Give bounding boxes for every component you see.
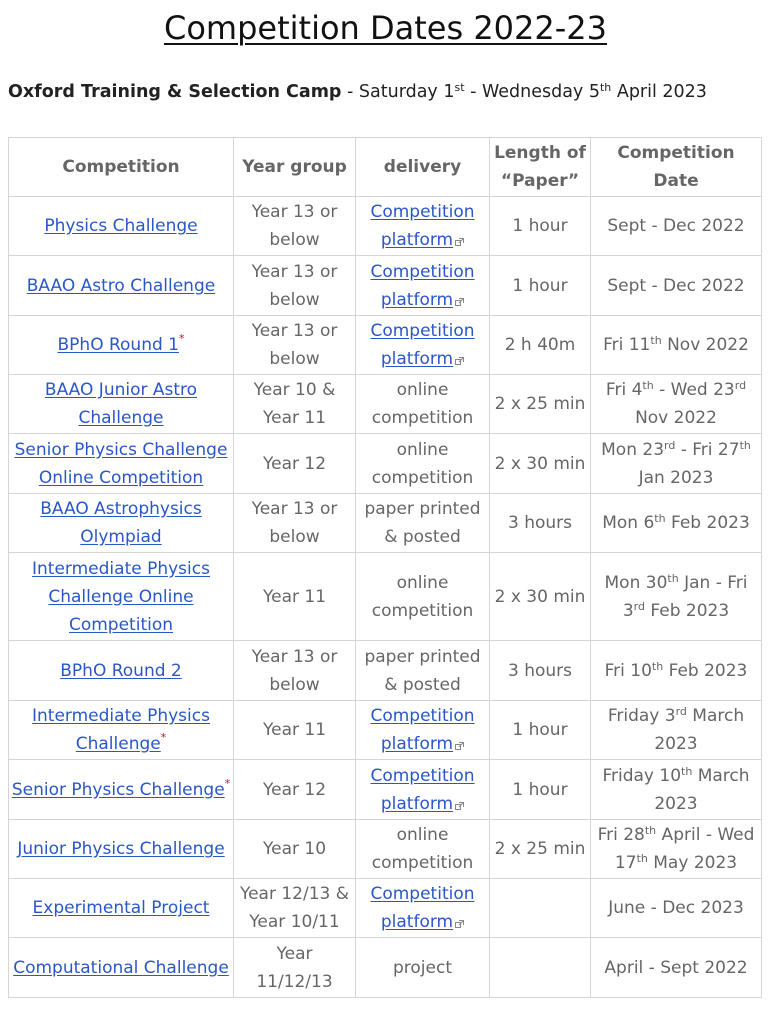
length-cell: 2 h 40m [490, 316, 591, 375]
competition-platform-link[interactable]: Competition platform [370, 202, 475, 250]
table-row [9, 760, 762, 820]
required-star-icon: * [224, 776, 231, 790]
delivery-cell: project [356, 938, 490, 998]
year-group-cell: Year 13 or below [234, 494, 356, 553]
header-year-group: Year group [234, 138, 356, 197]
table-row [9, 434, 762, 494]
length-cell: 2 x 25 min [490, 375, 591, 434]
year-group-cell: Year 13 or below [234, 197, 356, 256]
competition-cell [9, 820, 234, 879]
header-competition: Competition [9, 138, 234, 197]
length-cell: 1 hour [490, 197, 591, 256]
competition-cell [9, 316, 234, 375]
delivery-cell [356, 197, 490, 256]
length-cell: 1 hour [490, 256, 591, 316]
table-row [9, 701, 762, 760]
table-row [9, 316, 762, 375]
competition-date-cell: Friday 10th March 2023 [591, 760, 762, 820]
competition-cell [9, 938, 234, 998]
length-cell [490, 938, 591, 998]
competition-date-cell: Mon 30th Jan - Fri 3rd Feb 2023 [591, 553, 762, 641]
length-cell: 2 x 30 min [490, 434, 591, 494]
competition-date-cell: Sept - Dec 2022 [591, 197, 762, 256]
competition-link[interactable]: Computational Challenge [13, 957, 229, 978]
page-title: Competition Dates 2022-23 [163, 9, 608, 47]
competition-table [8, 137, 762, 998]
length-cell: 1 hour [490, 701, 591, 760]
competition-cell [9, 197, 234, 256]
external-link-icon [455, 357, 464, 365]
competition-date-cell: Fri 28th April - Wed 17th May 2023 [591, 820, 762, 879]
table-row [9, 938, 762, 998]
year-group-cell: Year 10 [234, 820, 356, 879]
competition-date-cell: June - Dec 2023 [591, 879, 762, 938]
table-row [9, 641, 762, 701]
year-group-cell: Year 13 or below [234, 316, 356, 375]
year-group-cell: Year 12/13 & Year 10/11 [234, 879, 356, 938]
competition-cell [9, 494, 234, 553]
header-delivery: delivery [356, 138, 490, 197]
year-group-cell: Year 12 [234, 434, 356, 494]
competition-platform-link[interactable]: Competition platform [370, 321, 475, 369]
competition-date-cell: Fri 11th Nov 2022 [591, 316, 762, 375]
length-cell: 2 x 30 min [490, 553, 591, 641]
length-cell: 3 hours [490, 641, 591, 701]
competition-cell [9, 879, 234, 938]
table-body [9, 197, 762, 998]
table-row [9, 375, 762, 434]
competition-date-cell: Fri 10th Feb 2023 [591, 641, 762, 701]
required-star-icon: * [178, 332, 185, 345]
competition-link[interactable]: Junior Physics Challenge [17, 839, 225, 859]
table-row [9, 197, 762, 256]
delivery-cell: paper printed & posted [356, 641, 490, 701]
competition-cell [9, 553, 234, 641]
delivery-cell [356, 760, 490, 820]
year-group-cell: Year 11 [234, 701, 356, 760]
competition-date-cell: April - Sept 2022 [591, 938, 762, 998]
external-link-icon [455, 298, 464, 306]
delivery-cell [356, 256, 490, 316]
competition-link[interactable]: Senior Physics Challenge Online Competition [14, 439, 228, 488]
competition-cell [9, 256, 234, 316]
competition-link[interactable]: Physics Challenge [44, 216, 198, 236]
delivery-cell: online competition [356, 375, 490, 434]
year-group-cell: Year 10 & Year 11 [234, 375, 356, 434]
table-row [9, 879, 762, 938]
length-cell [490, 879, 591, 938]
table-header-row [9, 138, 762, 197]
length-cell: 1 hour [490, 760, 591, 820]
year-group-cell: Year 11 [234, 553, 356, 641]
delivery-cell: online competition [356, 820, 490, 879]
competition-platform-link[interactable]: Competition platform [370, 765, 475, 814]
competition-cell [9, 760, 234, 820]
delivery-cell: online competition [356, 553, 490, 641]
delivery-cell [356, 879, 490, 938]
competition-cell [9, 641, 234, 701]
competition-link[interactable]: BPhO Round 1 [57, 335, 179, 355]
external-link-icon [455, 742, 464, 750]
competition-platform-link[interactable]: Competition platform [370, 884, 475, 932]
competition-link[interactable]: BAAO Astro Challenge [26, 275, 216, 296]
year-group-cell: Year 11/12/13 [234, 938, 356, 998]
competition-date-cell: Mon 23rd - Fri 27th Jan 2023 [591, 434, 762, 494]
year-group-cell: Year 12 [234, 760, 356, 820]
competition-cell [9, 375, 234, 434]
table-row [9, 494, 762, 553]
table-row [9, 256, 762, 316]
competition-cell [9, 434, 234, 494]
table-row [9, 553, 762, 641]
length-cell: 3 hours [490, 494, 591, 553]
table-row [9, 820, 762, 879]
external-link-icon [455, 238, 464, 246]
competition-link[interactable]: BAAO Astrophysics Olympiad [40, 499, 202, 547]
external-link-icon [455, 802, 464, 810]
competition-link[interactable]: Experimental Project [32, 898, 210, 918]
competition-platform-link[interactable]: Competition platform [370, 706, 475, 754]
camp-name: Oxford Training & Selection Camp [8, 82, 342, 102]
required-star-icon: * [160, 731, 167, 744]
camp-info: Oxford Training & Selection Camp - Saturday 1st - Wednesday 5th April 2023 [8, 81, 707, 102]
external-link-icon [455, 920, 464, 928]
competition-link[interactable]: Intermediate Physics Challenge Online Competition [32, 558, 210, 635]
delivery-cell [356, 316, 490, 375]
competition-link[interactable]: BPhO Round 2 [60, 660, 182, 681]
year-group-cell: Year 13 or below [234, 256, 356, 316]
competition-date-cell: Fri 4th - Wed 23rd Nov 2022 [591, 375, 762, 434]
competition-date-cell: Mon 6th Feb 2023 [591, 494, 762, 553]
delivery-cell: online competition [356, 434, 490, 494]
competition-date-cell: Sept - Dec 2022 [591, 256, 762, 316]
year-group-cell: Year 13 or below [234, 641, 356, 701]
competition-cell [9, 701, 234, 760]
delivery-cell: paper printed & posted [356, 494, 490, 553]
header-competition-date: Competition Date [591, 138, 762, 197]
competition-platform-link[interactable]: Competition platform [370, 261, 475, 310]
competition-link[interactable]: Senior Physics Challenge [11, 779, 225, 800]
competition-link[interactable]: BAAO Junior Astro Challenge [44, 380, 198, 428]
length-cell: 2 x 25 min [490, 820, 591, 879]
competition-date-cell: Friday 3rd March 2023 [591, 701, 762, 760]
header-length: Length of “Paper” [490, 138, 591, 197]
delivery-cell [356, 701, 490, 760]
competition-link[interactable]: Intermediate Physics Challenge [32, 706, 210, 754]
